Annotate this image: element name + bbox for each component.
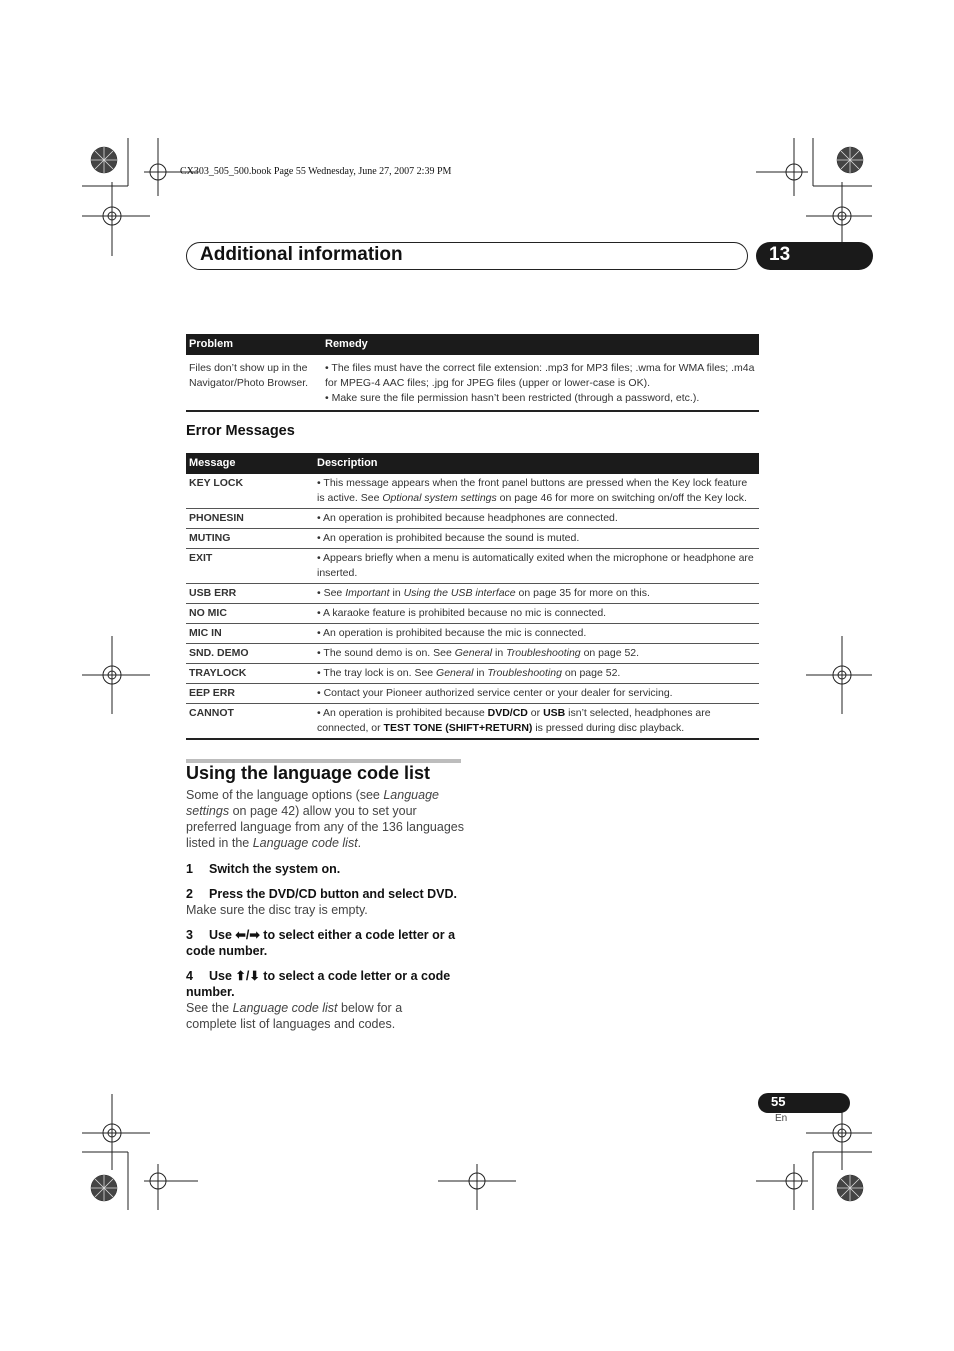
description-cell: • A karaoke feature is prohibited because no mic is connected. — [314, 604, 759, 624]
message-cell: EEP ERR — [186, 684, 314, 704]
problem-remedy-table — [186, 334, 759, 412]
step-3: 3 Use ⬅/➡ to select either a code letter or a code number. — [186, 928, 456, 958]
table-row — [186, 474, 759, 509]
chapter-number: 13 — [769, 244, 791, 265]
column-header-problem: Problem — [186, 334, 322, 355]
column-header-description: Description — [314, 453, 759, 474]
file-header-text: CX303_505_500.book Page 55 Wednesday, June 27, 2007 2:39 PM — [180, 166, 452, 177]
problem-cell: Files don’t show up in the Navigator/Photo Browser. — [186, 355, 322, 411]
message-cell: NO MIC — [186, 604, 314, 624]
message-cell: MUTING — [186, 529, 314, 549]
table-row — [186, 704, 759, 740]
table-row — [186, 355, 759, 411]
error-messages-table — [186, 453, 759, 740]
table-row — [186, 584, 759, 604]
step-2-note: Make sure the disc tray is empty. — [186, 903, 368, 917]
remedy-cell — [322, 355, 759, 411]
description-cell: • This message appears when the front panel buttons are pressed when the Key lock feature is active. See Optional system settings on page 46 for more on switching on/off the Key lock. — [314, 474, 759, 509]
message-cell: CANNOT — [186, 704, 314, 740]
description-cell: • An operation is prohibited because the sound is muted. — [314, 529, 759, 549]
table-row — [186, 509, 759, 529]
description-cell: • See Important in Using the USB interface on page 35 for more on this. — [314, 584, 759, 604]
table-row — [186, 529, 759, 549]
table-row — [186, 684, 759, 704]
column-header-message: Message — [186, 453, 314, 474]
description-cell: • An operation is prohibited because the mic is connected. — [314, 624, 759, 644]
message-cell: KEY LOCK — [186, 474, 314, 509]
remedy-bullet: • The files must have the correct file extension: .mp3 for MP3 files; .wma for WMA files; .m4a for MPEG-4 AAC files; .jpg for JPEG files (upper or lower-case is OK). — [325, 362, 755, 389]
page-title: Additional information — [200, 244, 403, 265]
table-row — [186, 664, 759, 684]
description-cell: • The tray lock is on. See General in Troubleshooting on page 52. — [314, 664, 759, 684]
description-cell: • Contact your Pioneer authorized service center or your dealer for servicing. — [314, 684, 759, 704]
step-4-note: See the Language code list below for a complete list of languages and codes. — [186, 1001, 403, 1031]
message-cell: EXIT — [186, 549, 314, 584]
language-section-heading: Using the language code list — [186, 763, 431, 783]
description-cell: • The sound demo is on. See General in Troubleshooting on page 52. — [314, 644, 759, 664]
step-1: 1 Switch the system on. — [186, 862, 341, 876]
table-row — [186, 549, 759, 584]
table-row — [186, 604, 759, 624]
message-cell: USB ERR — [186, 584, 314, 604]
page-language: En — [775, 1113, 788, 1124]
remedy-bullet: • Make sure the file permission hasn’t been restricted (through a password, etc.). — [325, 392, 700, 404]
language-intro-paragraph: Some of the language options (see Language settings on page 42) allow you to set your preferred language from any of the 136 languages listed in the Language code list. — [186, 788, 464, 850]
message-cell: PHONESIN — [186, 509, 314, 529]
message-cell: MIC IN — [186, 624, 314, 644]
page-number: 55 — [771, 1094, 786, 1109]
step-4: 4 Use ⬆/⬇ to select a code letter or a code number. — [186, 969, 451, 999]
table-row — [186, 644, 759, 664]
message-cell: SND. DEMO — [186, 644, 314, 664]
column-header-remedy: Remedy — [322, 334, 759, 355]
description-cell: • Appears briefly when a menu is automatically exited when the microphone or headphone are inserted. — [314, 549, 759, 584]
description-cell: • An operation is prohibited because DVD/CD or USB isn’t selected, headphones are connected, or TEST TONE (SHIFT+RETURN) is pressed during disc playback. — [314, 704, 759, 740]
message-cell: TRAYLOCK — [186, 664, 314, 684]
step-2: 2 Press the DVD/CD button and select DVD. — [186, 887, 457, 901]
error-messages-heading: Error Messages — [186, 423, 295, 439]
description-cell: • An operation is prohibited because headphones are connected. — [314, 509, 759, 529]
table-row — [186, 624, 759, 644]
